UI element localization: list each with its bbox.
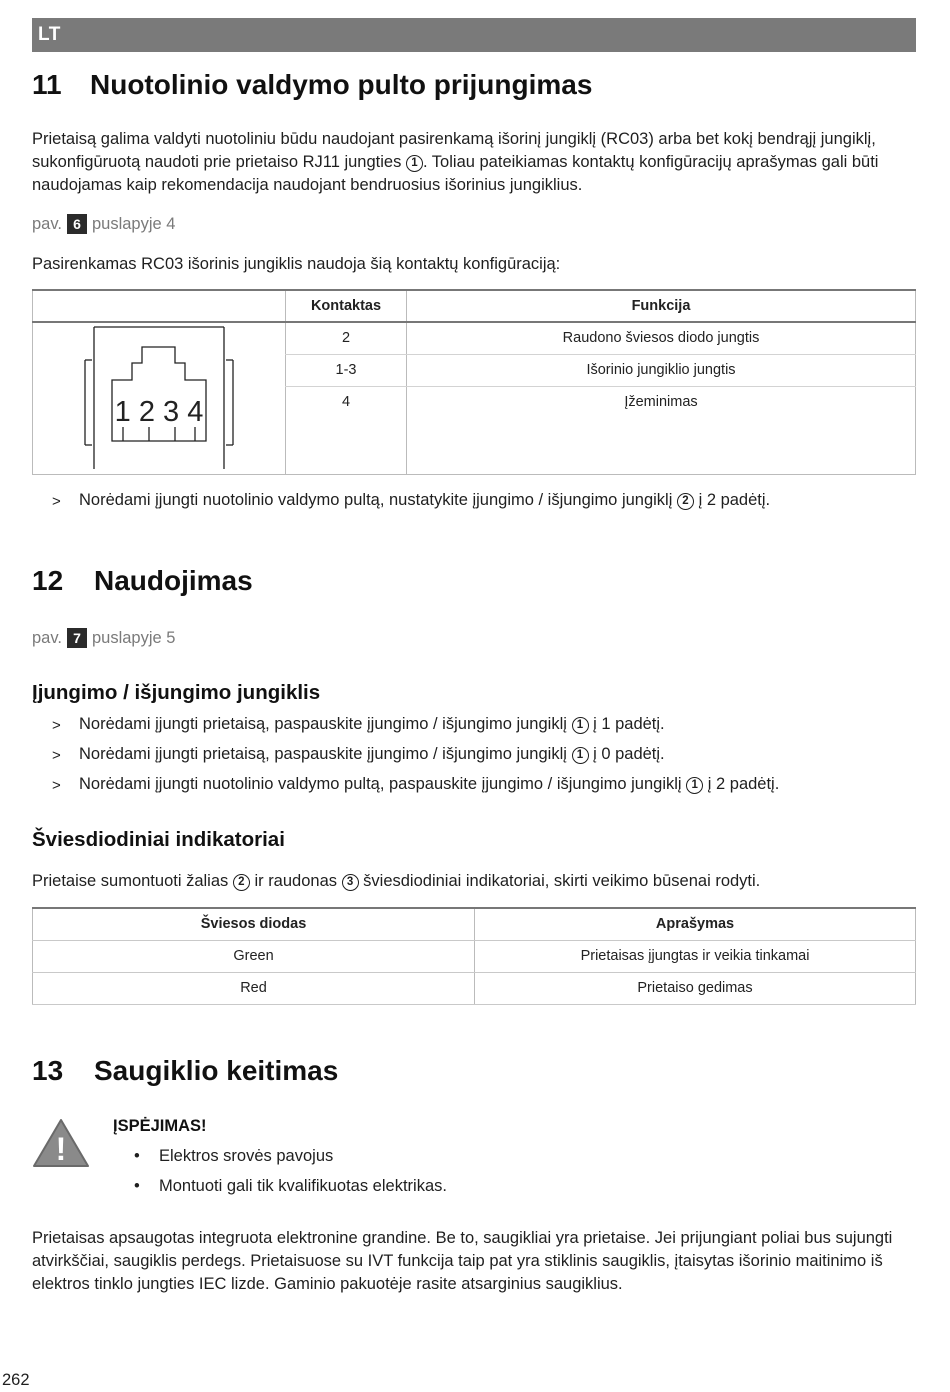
warning-title: ĮSPĖJIMAS! <box>113 1117 207 1135</box>
figure-number-badge: 7 <box>67 628 87 648</box>
warning-item: • Montuoti gali tik kvalifikuotas elektrikas. <box>134 1177 447 1195</box>
step-marker: > <box>52 493 61 510</box>
connector-diagram-cell <box>33 322 286 474</box>
table-cell: 4 <box>286 386 407 418</box>
instruction-step: > Norėdami įjungti prietaisą, paspauskite įjungimo / išjungimo jungiklį 1 į 1 padėtį. <box>52 715 665 737</box>
figure-number-badge: 6 <box>67 214 87 234</box>
section-13-heading <box>32 1055 338 1087</box>
led-paragraph: Prietaise sumontuoti žalias 2 ir raudonas 3 šviesdiodiniai indikatoriai, skirti veikimo būsenai rodyti. <box>32 872 761 890</box>
table-cell: Raudono šviesos diodo jungtis <box>407 322 916 354</box>
section-11-intro-paragraph: Prietaisą galima valdyti nuotoliniu būdu naudojant pasirenkamą išorinį jungiklį (RC03) arba bet kokį bendrąjį jungiklį, sukonfigūruotą naudoti prie prietaiso RJ11 jungties 1 . Toliau pateikiamas kontaktų konfigūracijų aprašymas gali būti naudojamas kaip rekomendacija naudojant bendruosius išorinius jungiklius. <box>32 130 879 194</box>
table-cell: 2 <box>286 322 407 354</box>
warning-triangle-icon <box>32 1117 90 1169</box>
rj11-connector-icon <box>84 325 234 471</box>
table-cell: 1-3 <box>286 354 407 386</box>
table-cell: Green <box>33 940 475 972</box>
fuse-paragraph: Prietaisas apsaugotas integruota elektronine grandine. Be to, saugikliai yra prietaise. Jei prijungiant poliai bus sujungti atvirkščiai, saugiklis perdegs. Prietaisuose su IVT funkcija taip pat yra stiklinis saugiklis, įtaisytas išorinio maitinimo iš elektros tinklo jungties IEC lizde. Gaminio pakuotėje rasite atsarginius saugiklius. <box>32 1229 893 1293</box>
table-header: Funkcija <box>407 290 916 322</box>
callout-number: 2 <box>233 874 250 891</box>
led-table <box>32 907 916 1005</box>
section-12-heading <box>32 565 253 597</box>
callout-number: 2 <box>677 493 694 510</box>
language-bar <box>32 18 916 52</box>
callout-number: 1 <box>406 155 423 172</box>
svg-text:!: ! <box>55 1131 67 1167</box>
table-cell: Red <box>33 972 475 1004</box>
table-header: Aprašymas <box>475 908 916 940</box>
step-marker: > <box>52 717 61 734</box>
section-title: Naudojimas <box>94 565 253 596</box>
step-marker: > <box>52 747 61 764</box>
figure-reference: pav. 7 puslapyje 5 <box>32 628 176 647</box>
section-number: 12 <box>32 565 64 596</box>
table-cell: Prietaisas įjungtas ir veikia tinkamai <box>475 940 916 972</box>
switch-subheading: Įjungimo / išjungimo jungiklis <box>32 681 321 704</box>
callout-number: 1 <box>572 717 589 734</box>
step-marker: > <box>52 777 61 794</box>
contact-table <box>32 289 916 475</box>
page-number: 262 <box>2 1371 30 1389</box>
warning-item: • Elektros srovės pavojus <box>134 1147 334 1165</box>
instruction-step: > Norėdami įjungti prietaisą, paspauskite įjungimo / išjungimo jungiklį 1 į 0 padėtį. <box>52 745 665 767</box>
section-number: 13 <box>32 1055 64 1086</box>
led-subheading: Šviesdiodiniai indikatoriai <box>32 828 285 851</box>
figure-reference: pav. 6 puslapyje 4 <box>32 214 176 233</box>
table-cell: Išorinio jungiklio jungtis <box>407 354 916 386</box>
callout-number: 1 <box>572 747 589 764</box>
section-11-heading <box>32 69 592 101</box>
contact-config-intro: Pasirenkamas RC03 išorinis jungiklis naudoja šią kontaktų konfigūraciją: <box>32 255 561 273</box>
instruction-step: > Norėdami įjungti nuotolinio valdymo pultą, paspauskite įjungimo / išjungimo jungiklį 1 į 2 padėtį. <box>52 775 779 797</box>
language-code: LT <box>38 24 61 45</box>
instruction-step: > Norėdami įjungti nuotolinio valdymo pultą, nustatykite įjungimo / išjungimo jungiklį 2 į 2 padėtį. <box>52 491 770 513</box>
table-header: Šviesos diodas <box>33 908 475 940</box>
section-title: Nuotolinio valdymo pulto prijungimas <box>90 69 593 100</box>
connector-pin-label: 1 2 3 4 <box>114 396 204 428</box>
callout-number: 1 <box>686 777 703 794</box>
section-number: 11 <box>32 69 62 100</box>
table-header: Kontaktas <box>286 290 407 322</box>
table-cell: Prietaiso gedimas <box>475 972 916 1004</box>
callout-number: 3 <box>342 874 359 891</box>
section-title: Saugiklio keitimas <box>94 1055 339 1086</box>
table-cell: Įžeminimas <box>407 386 916 418</box>
